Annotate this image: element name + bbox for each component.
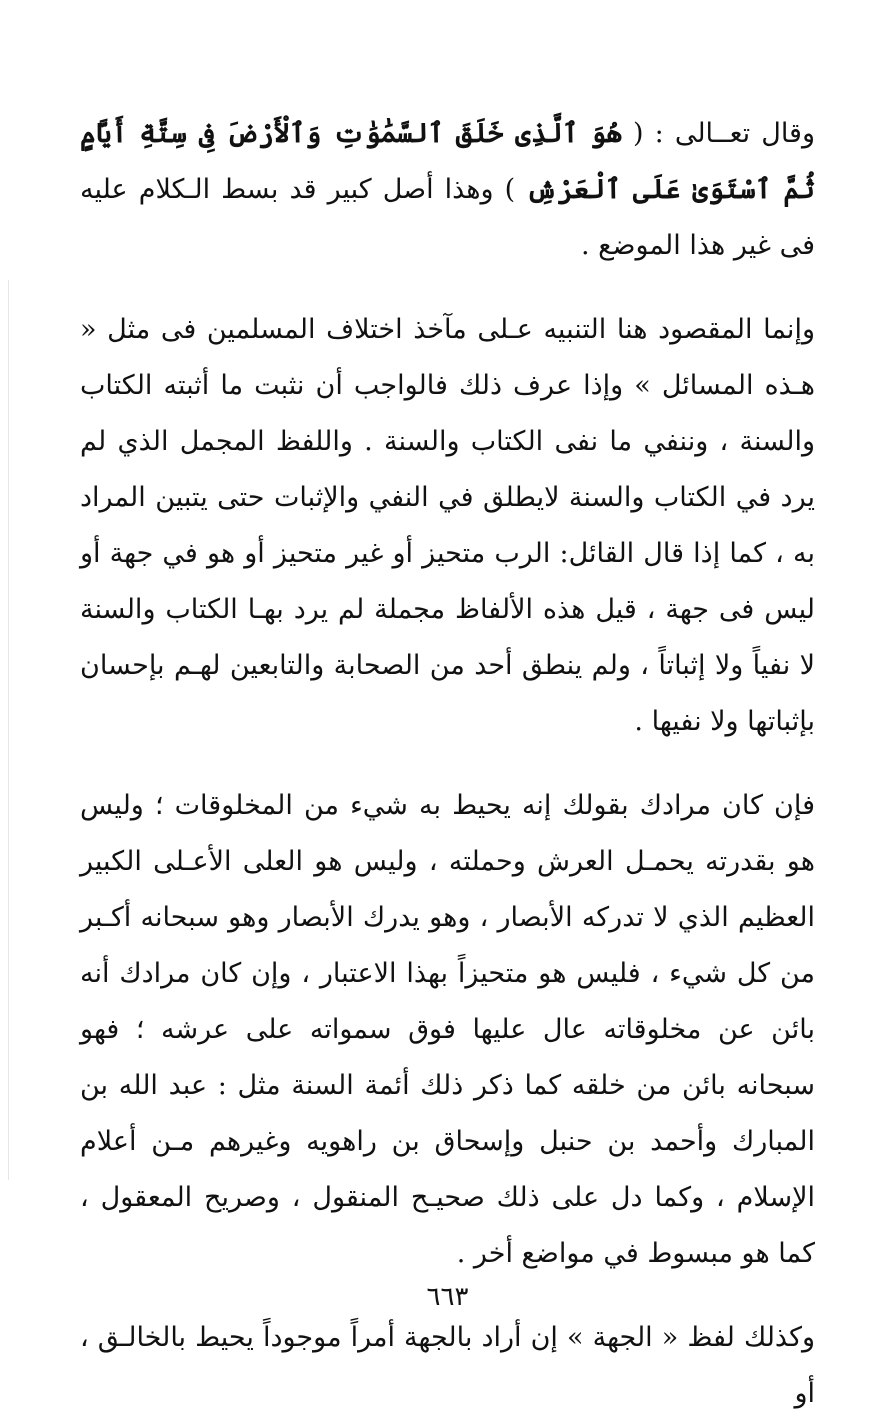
quran-verse-text: هُوَ ٱلَّذِى خَلَقَ ٱلسَّمَٰوَٰتِ وَٱلْأَرْضَ فِى سِتَّةِ أَيَّامٍ ثُمَّ ٱسْتَوَىٰ عَلَى ٱلْعَرْشِ [80,118,815,205]
page-edge-line [8,280,9,1180]
page-number: ٦٦٣ [426,1282,469,1312]
page-body [80,100,815,1409]
paragraph-direction: وكذلك لفظ « الجهة » إن أراد بالجهة أمراً موجوداً يحيط بالخالـق ، أو [80,1322,815,1409]
verse-outro: ) وهذا أصل كبير قد بسط الـكلام عليه فى غير هذا الموضع . [80,174,815,261]
paragraph-intent: وإنما المقصود هنا التنبيه عـلى مآخذ اختلاف المسلمين فى مثل « هـذه المسائل » وإذا عرف ذلك فالواجب أن نثبت ما أثبته الكتاب والسنة ، وننفي ما نفى الكتاب والسنة . واللفظ المجمل الذي لم يرد في الكتاب والسنة لايطلق في النفي والإثبات حتى يتبين المراد به ، كما إذا قال القائل: الرب متحيز أو غير متحيز أو هو في جهة أو ليس فى جهة ، قيل هذه الألفاظ مجملة لم يرد بهـا الكتاب والسنة لا نفياً ولا إثباتاً ، ولم ينطق أحد من الصحابة والتابعين لهـم بإحسان بإثباتها ولا نفيها . [80,314,815,737]
paragraph-quran-verse [80,106,815,274]
paragraph-meaning: فإن كان مرادك بقولك إنه يحيط به شيء من المخلوقات ؛ وليس هو بقدرته يحمـل العرش وحملته ، وليس هو العلى الأعـلى الكبير العظيم الذي لا تدركه الأبصار ، وهو يدرك الأبصار وهو سبحانه أكـبر من كل شيء ، فليس هو متحيزاً بهذا الاعتبار ، وإن كان مرادك أنه بائن عن مخلوقاته عال عليها فوق سمواته على عرشه ؛ فهو سبحانه بائن من خلقه كما ذكر ذلك أئمة السنة مثل : عبد الله بن المبارك وأحمد بن حنبل وإسحاق بن راهويه وغيرهم مـن أعلام الإسلام ، وكما دل على ذلك صحيـح المنقول ، وصريح المعقول ، كما هو مبسوط في مواضع أخر . [80,790,815,1269]
verse-intro: وقال تعــالى : ( [621,118,815,149]
